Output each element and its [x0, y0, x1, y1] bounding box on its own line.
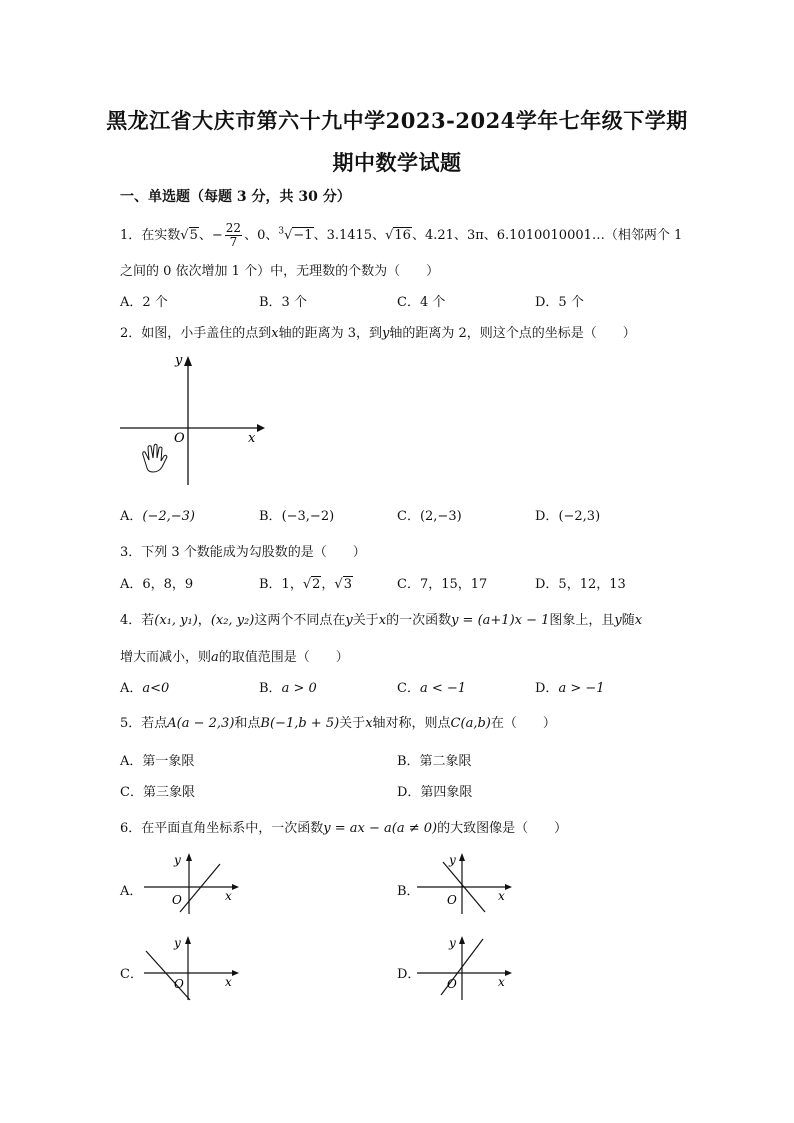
q4-line2-a: 增大而减小，则: [120, 650, 212, 665]
q6a-origin-label: O: [172, 893, 182, 907]
q2-y-var: y: [382, 326, 390, 341]
q6d-y-label: y: [449, 936, 456, 950]
q1-option-b[interactable]: B．3 个: [259, 295, 307, 310]
q6b-y-label: y: [449, 853, 456, 867]
q4-comma: ，: [197, 613, 211, 628]
q6b-x-label: x: [498, 889, 505, 903]
q2-x-var: x: [271, 326, 279, 341]
q1-frac-num: 22: [225, 221, 242, 235]
q2-text-a: 2．如图，小手盖住的点到: [120, 326, 272, 341]
paper-title-line2: 期中数学试题: [332, 150, 462, 175]
q3-option-d[interactable]: D．5，12，13: [535, 577, 626, 592]
q4-point1: (x₁, y₁): [154, 613, 198, 628]
q1-option-d[interactable]: D．5 个: [535, 295, 584, 310]
q2-option-c-label: C．: [397, 509, 420, 524]
q6-option-d-graph[interactable]: [415, 933, 515, 1001]
q3-option-b-sqrt2: 2: [312, 577, 321, 592]
q6b-x-arrow: [505, 884, 512, 890]
q5-x-var: x: [365, 716, 373, 731]
q4-function: y = (a+1)x − 1: [451, 613, 550, 628]
q6d-origin-label: O: [447, 977, 457, 991]
q1-3pi: 3π: [466, 228, 484, 243]
q4-option-b-value: a > 0: [281, 681, 317, 696]
q2-x-arrow: [257, 424, 265, 432]
q5-point-c: C(a,b): [450, 716, 491, 731]
q4-line2: [120, 646, 349, 665]
q2-origin-label: O: [174, 431, 185, 446]
q1-zero: 0: [257, 228, 266, 243]
q1-decimal: 6.1010010001…: [496, 228, 605, 243]
q4-text-d: 的一次函数: [386, 613, 452, 628]
q6-option-c-label[interactable]: C．: [120, 967, 143, 982]
q3-option-b[interactable]: B．1，√2，√3: [259, 577, 352, 592]
q5-text-a: 5．若点: [120, 716, 168, 731]
q6a-function-line: [180, 864, 220, 912]
q1-sqrt16: 16: [394, 228, 411, 243]
q6b-y-arrow: [459, 853, 465, 861]
q3-option-b-sqrt3: 3: [343, 577, 352, 592]
q2-y-label: y: [175, 353, 183, 368]
q6c-origin-label: O: [174, 977, 184, 991]
q4-y-var: y: [345, 613, 353, 628]
q1-lead: 1．在实数: [120, 228, 181, 243]
q4-a-var: a: [211, 650, 219, 665]
q1-cbrt-index: 3: [278, 226, 285, 237]
q6-function: y = ax − a(a ≠ 0): [323, 821, 438, 836]
q6a-y-arrow: [186, 853, 192, 861]
q4-option-a-value: a<0: [142, 681, 170, 696]
q4-option-d[interactable]: [535, 677, 605, 696]
q2-y-arrow: [184, 356, 192, 366]
q3-option-b-lead: B．1，: [259, 577, 303, 592]
q6-option-b-graph[interactable]: [415, 850, 515, 915]
q5-point-b: B(−1,b + 5): [260, 716, 340, 731]
q1-frac-den: 7: [229, 235, 238, 249]
q5-option-d[interactable]: D．第四象限: [397, 785, 473, 800]
q6c-function-line: [146, 951, 190, 1000]
q6-text-b: 的大致图像是（ ）: [437, 821, 568, 836]
q5-option-b[interactable]: B．第二象限: [397, 754, 472, 769]
q2-text-b: 轴的距离为 3，到: [278, 326, 383, 341]
q6-option-a-label[interactable]: A．: [120, 884, 143, 899]
q4-text-b: 这两个不同点在: [254, 613, 346, 628]
q5-text: [120, 712, 556, 731]
q6d-x-arrow: [505, 970, 512, 976]
q3-option-a[interactable]: A．6，8，9: [120, 577, 194, 592]
q2-option-a-value: (−2,−3): [142, 509, 195, 524]
hand-icon: [143, 444, 167, 472]
q4-point2: (x₂, y₂): [210, 613, 255, 628]
q2-option-a[interactable]: [120, 505, 195, 524]
q2-option-d-label: D．: [535, 509, 559, 524]
q1-cbrt-value: −1: [293, 228, 313, 243]
q2-option-c[interactable]: [397, 505, 462, 524]
q1-sqrt5: 5: [189, 228, 198, 243]
q6c-x-label: x: [225, 975, 232, 989]
q4-text-c: 关于: [352, 613, 379, 628]
q2-option-b-label: B．: [259, 509, 282, 524]
q1-3-1415: 3.1415: [326, 228, 373, 243]
q2-text: [120, 322, 636, 341]
q4-option-a-label: A．: [120, 681, 143, 696]
q4-x-var: x: [378, 613, 387, 628]
q5-text-d: 轴对称，则点: [372, 716, 451, 731]
q6a-x-arrow: [232, 884, 239, 890]
q3-text: 3．下列 3 个数能成为勾股数的是（ ）: [120, 545, 366, 560]
q3-option-b-comma: ，: [321, 577, 335, 592]
q4-text-e: 图象上，且: [549, 613, 615, 628]
q5-text-b: 和点: [234, 716, 261, 731]
q5-option-c[interactable]: C．第三象限: [120, 785, 195, 800]
q4-line2-b: 的取值范围是（ ）: [218, 650, 349, 665]
q1-line1: 1．在实数√5、− $\frac{22}{7}$ 、0、$^3$√−1、3.1415、√16、4.21、3π、6.1010010001…（相邻两个 1: [120, 221, 683, 249]
q4-y-var-2: y: [614, 613, 622, 628]
q5-point-a: A(a − 2,3): [167, 716, 235, 731]
q6-option-c-graph[interactable]: [142, 933, 242, 1001]
q4-x-var-2: x: [634, 613, 643, 628]
q2-option-b-value: (−3,−2): [281, 509, 335, 524]
q2-option-d-value: (−2,3): [558, 509, 601, 524]
q6-option-a-graph[interactable]: [142, 850, 242, 915]
q5-option-a[interactable]: A．第一象限: [120, 754, 195, 769]
q6-option-d-label[interactable]: D．: [397, 967, 421, 982]
q6a-x-label: x: [225, 889, 232, 903]
q1-line2: 之间的 0 依次增加 1 个）中，无理数的个数为（ ）: [120, 264, 440, 279]
q4-option-c-label: C．: [397, 681, 420, 696]
q2-option-a-label: A．: [120, 509, 143, 524]
q4-option-c[interactable]: [397, 677, 466, 696]
q6b-origin-label: O: [447, 893, 457, 907]
q2-option-c-value: (2,−3): [419, 509, 462, 524]
q6c-y-arrow: [185, 936, 191, 944]
paper-title-line1: 黑龙江省大庆市第六十九中学2023-2024学年七年级下学期: [106, 108, 688, 133]
q6-text-a: 6．在平面直角坐标系中，一次函数: [120, 821, 324, 836]
q6d-y-arrow: [459, 936, 465, 944]
q6d-x-label: x: [498, 975, 505, 989]
q5-text-c: 关于: [339, 716, 366, 731]
q6a-y-label: y: [174, 853, 181, 867]
q2-option-d[interactable]: [535, 505, 600, 524]
q4-text-a: 4．若: [120, 613, 155, 628]
q4-option-a[interactable]: [120, 677, 169, 696]
q2-coordinate-figure: [115, 350, 265, 490]
q2-option-b[interactable]: [259, 505, 334, 524]
q4-line1: [120, 609, 642, 628]
q3-option-c[interactable]: C．7，15，17: [397, 577, 488, 592]
q1-fraction: [225, 222, 242, 249]
q1-4-21: 4.21: [424, 228, 454, 243]
q1-option-a[interactable]: A．2 个: [120, 295, 168, 310]
q4-option-b-label: B．: [259, 681, 282, 696]
q2-text-c: 轴的距离为 2，则这个点的坐标是（ ）: [389, 326, 636, 341]
q2-x-label: x: [248, 431, 256, 446]
q4-option-d-value: a > −1: [558, 681, 605, 696]
q4-option-c-value: a < −1: [419, 681, 467, 696]
q4-option-b[interactable]: [259, 677, 317, 696]
q4-option-d-label: D．: [535, 681, 559, 696]
q6-option-b-label[interactable]: B．: [397, 884, 420, 899]
section-heading: 一、单选题（每题 3 分，共 30 分）: [120, 189, 351, 205]
q5-text-e: 在（ ）: [490, 716, 556, 731]
q6c-y-label: y: [174, 936, 181, 950]
q1-tail: （相邻两个 1: [604, 228, 683, 243]
q1-option-c[interactable]: C．4 个: [397, 295, 446, 310]
q6c-x-arrow: [232, 970, 239, 976]
q4-text-f: 随: [621, 613, 635, 628]
q6-text: [120, 817, 567, 836]
q1-sep: 、: [198, 228, 212, 243]
